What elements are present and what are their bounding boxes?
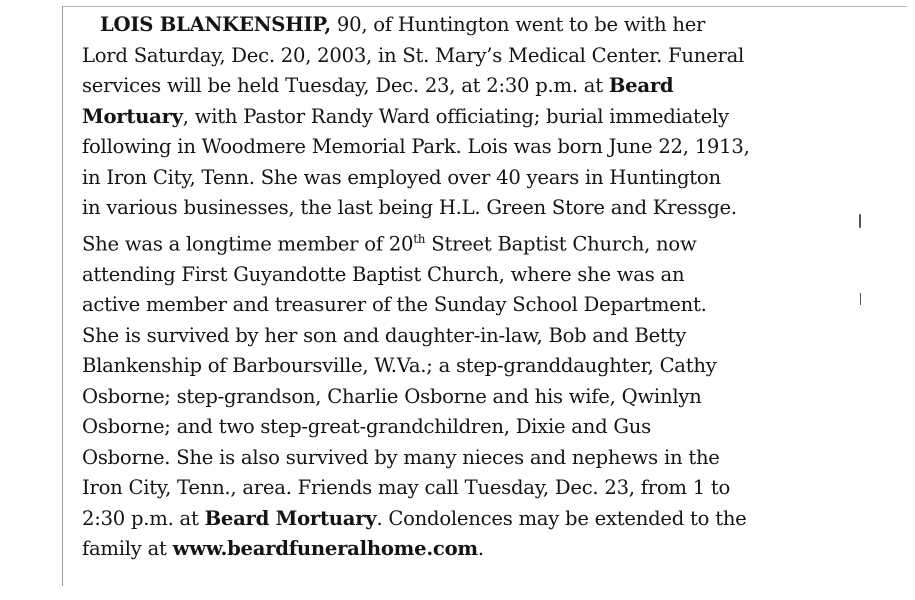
clipping-top-edge xyxy=(62,6,907,7)
obituary-line-1: LOIS BLANKENSHIP, 90, of Huntington went to be with her xyxy=(100,13,706,36)
obituary-line-8: She was a longtime member of 20th Street Baptist Church, now xyxy=(82,231,697,256)
obituary-line-2: Lord Saturday, Dec. 20, 2003, in St. Mary’s Medical Center. Funeral xyxy=(82,43,745,67)
obituary-line-18: family at www.beardfuneralhome.com. xyxy=(82,537,484,561)
obituary-line-14: Osborne; and two step-great-grandchildren, Dixie and Gus xyxy=(82,415,651,439)
obituary-line-17: 2:30 p.m. at Beard Mortuary. Condolences may be extended to the xyxy=(82,506,747,530)
obituary-line-13: Osborne; step-grandson, Charlie Osborne and his wife, Qwinlyn xyxy=(82,384,702,408)
obituary-line-12: Blankenship of Barboursville, W.Va.; a step-granddaughter, Cathy xyxy=(82,354,717,378)
obituary-line-5: following in Woodmere Memorial Park. Lois was born June 22, 1913, xyxy=(82,135,750,158)
obituary-line-6: in Iron City, Tenn. She was employed over 40 years in Huntington xyxy=(82,165,721,189)
obituary-line-4: Mortuary, with Pastor Randy Ward officiating; burial immediately xyxy=(82,104,729,128)
funeral-home-name: Beard Mortuary xyxy=(204,506,377,530)
obituary-line-3: services will be held Tuesday, Dec. 23, at 2:30 p.m. at Beard xyxy=(82,74,674,97)
obituary-text xyxy=(82,10,872,565)
obituary-line-16: Iron City, Tenn., area. Friends may call Tuesday, Dec. 23, from 1 to xyxy=(82,476,731,500)
obituary-line-9: attending First Guyandotte Baptist Church, where she was an xyxy=(82,262,685,286)
obituary-line-7: in various businesses, the last being H.L. Green Store and Kressge. xyxy=(82,196,737,219)
obituary-line-15: Osborne. She is also survived by many nieces and nephews in the xyxy=(82,445,720,469)
obituary-line-11: She is survived by her son and daughter-in-law, Bob and Betty xyxy=(82,323,687,347)
funeral-home-name: Beard xyxy=(608,74,674,97)
funeral-home-name: Mortuary xyxy=(82,104,183,128)
obituary-line-10: active member and treasurer of the Sunday School Department. xyxy=(82,293,707,317)
clipping-left-edge xyxy=(62,6,63,586)
deceased-name: LOIS BLANKENSHIP, xyxy=(100,13,331,36)
funeral-home-website: www.beardfuneralhome.com xyxy=(172,537,478,561)
